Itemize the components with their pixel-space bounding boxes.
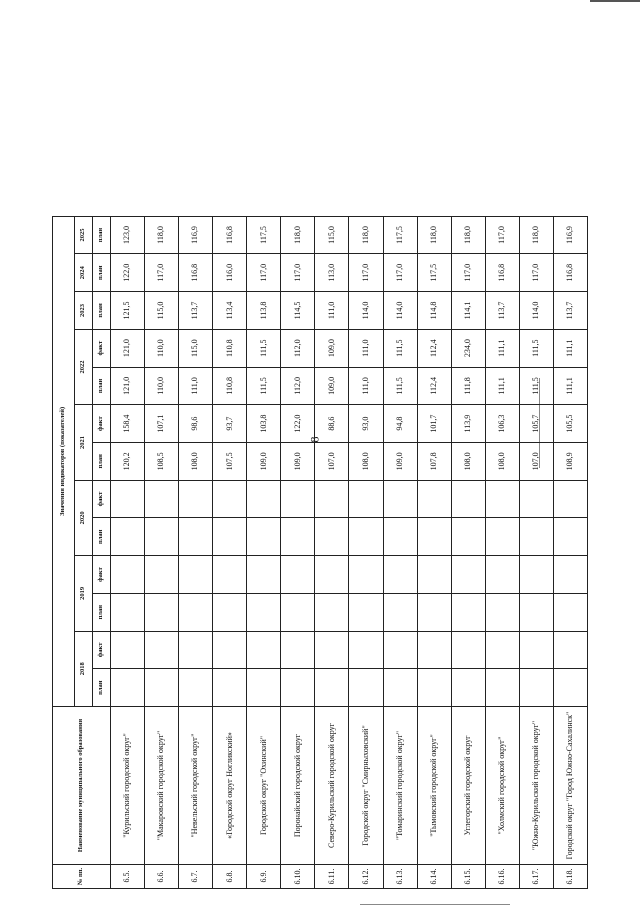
empty-cell xyxy=(179,480,213,518)
empty-cell xyxy=(485,631,519,669)
empty-cell xyxy=(553,518,587,556)
row-number: 6.16. xyxy=(485,865,519,889)
empty-cell xyxy=(281,669,315,707)
row-number: 6.8. xyxy=(213,865,247,889)
value-2022-plan: 111,8 xyxy=(451,367,485,405)
table-row xyxy=(417,28,451,889)
value-2023-plan: 113,4 xyxy=(213,292,247,330)
empty-cell xyxy=(485,669,519,707)
value-2024-plan: 116,8 xyxy=(179,254,213,292)
empty-cell xyxy=(417,518,451,556)
value-2025-plan: 117,5 xyxy=(383,216,417,254)
empty-cell xyxy=(349,593,383,631)
header-plan: план xyxy=(93,367,111,405)
value-2021-fact: 93,0 xyxy=(349,405,383,443)
empty-cell xyxy=(519,593,553,631)
edge-mark-bottom xyxy=(360,904,510,905)
value-2021-plan: 107,8 xyxy=(417,442,451,480)
value-2025-plan: 118,0 xyxy=(519,216,553,254)
value-2022-fact: 112,0 xyxy=(281,329,315,367)
table-row xyxy=(315,28,349,889)
header-year: 2023 xyxy=(75,292,93,330)
empty-cell xyxy=(315,669,349,707)
header-year: 2018 xyxy=(75,631,93,706)
value-2023-plan: 114,1 xyxy=(451,292,485,330)
empty-cell xyxy=(281,480,315,518)
value-2025-plan: 116,8 xyxy=(213,216,247,254)
indicator-table xyxy=(52,27,588,889)
value-2024-plan: 117,0 xyxy=(451,254,485,292)
value-2022-fact: 111,0 xyxy=(349,329,383,367)
empty-cell xyxy=(315,480,349,518)
value-2021-plan: 108,9 xyxy=(553,442,587,480)
row-number: 6.6. xyxy=(145,865,179,889)
value-2021-fact: 113,9 xyxy=(451,405,485,443)
empty-cell xyxy=(213,480,247,518)
value-2022-fact: 110,8 xyxy=(213,329,247,367)
value-2025-plan: 118,0 xyxy=(451,216,485,254)
empty-cell xyxy=(349,480,383,518)
table-row xyxy=(553,28,587,889)
page-number: 8 xyxy=(307,436,322,443)
empty-cell xyxy=(383,556,417,594)
value-2021-fact: 105,7 xyxy=(519,405,553,443)
empty-cell xyxy=(553,556,587,594)
empty-cell xyxy=(451,518,485,556)
value-2022-plan: 109,0 xyxy=(315,367,349,405)
empty-cell xyxy=(111,480,145,518)
value-2024-plan: 117,5 xyxy=(417,254,451,292)
header-row-1 xyxy=(53,28,75,889)
empty-cell xyxy=(111,518,145,556)
value-2024-plan: 117,0 xyxy=(383,254,417,292)
value-2024-plan: 117,0 xyxy=(247,254,281,292)
row-number: 6.13. xyxy=(383,865,417,889)
empty-cell xyxy=(145,631,179,669)
value-2021-fact: 98,6 xyxy=(179,405,213,443)
value-2021-fact: 158,4 xyxy=(111,405,145,443)
empty-cell xyxy=(281,631,315,669)
value-2023-plan: 111,0 xyxy=(315,292,349,330)
empty-cell xyxy=(519,480,553,518)
value-2023-plan: 121,5 xyxy=(111,292,145,330)
table-row xyxy=(519,28,553,889)
row-number: 6.5. xyxy=(111,865,145,889)
empty-cell xyxy=(247,556,281,594)
empty-cell xyxy=(145,593,179,631)
empty-cell xyxy=(485,480,519,518)
empty-cell xyxy=(451,556,485,594)
table-row xyxy=(247,28,281,889)
value-2021-plan: 107,0 xyxy=(315,442,349,480)
value-2025-plan: 123,0 xyxy=(111,216,145,254)
value-2023-plan: 113,7 xyxy=(553,292,587,330)
value-2023-plan: 114,0 xyxy=(349,292,383,330)
empty-cell xyxy=(519,669,553,707)
value-2021-plan: 120,2 xyxy=(111,442,145,480)
value-2021-plan: 109,0 xyxy=(281,442,315,480)
empty-cell xyxy=(383,480,417,518)
empty-cell xyxy=(179,631,213,669)
value-2021-plan: 108,5 xyxy=(145,442,179,480)
value-2024-plan: 117,0 xyxy=(349,254,383,292)
row-number: 6.12. xyxy=(349,865,383,889)
empty-cell xyxy=(213,556,247,594)
row-number: 6.18. xyxy=(553,865,587,889)
empty-cell xyxy=(519,518,553,556)
value-2022-plan: 111,5 xyxy=(383,367,417,405)
value-2022-fact: 111,5 xyxy=(383,329,417,367)
value-2024-plan: 113,0 xyxy=(315,254,349,292)
empty-cell xyxy=(145,480,179,518)
value-2022-plan: 110,8 xyxy=(213,367,247,405)
row-number: 6.14. xyxy=(417,865,451,889)
value-2024-plan: 116,0 xyxy=(213,254,247,292)
value-2025-plan: 118,0 xyxy=(145,216,179,254)
empty-cell xyxy=(553,631,587,669)
value-2021-plan: 107,0 xyxy=(519,442,553,480)
header-plan: план xyxy=(93,518,111,556)
value-2022-fact: 112,4 xyxy=(417,329,451,367)
municipality-name: "Макаровский городской округ" xyxy=(145,707,179,865)
row-number: 6.17. xyxy=(519,865,553,889)
value-2021-plan: 108,0 xyxy=(485,442,519,480)
row-number: 6.9. xyxy=(247,865,281,889)
value-2022-plan: 111,5 xyxy=(247,367,281,405)
value-2025-plan: 117,0 xyxy=(485,216,519,254)
table-row xyxy=(349,28,383,889)
value-2022-plan: 112,0 xyxy=(281,367,315,405)
empty-cell xyxy=(485,556,519,594)
table-row xyxy=(111,28,145,889)
empty-cell xyxy=(383,669,417,707)
value-2025-plan: 118,0 xyxy=(417,216,451,254)
value-2023-plan: 114,0 xyxy=(383,292,417,330)
table-row xyxy=(451,28,485,889)
municipality-name: "Невельский городской округ" xyxy=(179,707,213,865)
rotated-table-container xyxy=(52,27,588,889)
empty-cell xyxy=(111,593,145,631)
empty-cell xyxy=(383,518,417,556)
empty-cell xyxy=(383,631,417,669)
empty-cell xyxy=(179,518,213,556)
table-body xyxy=(111,28,588,889)
header-year: 2019 xyxy=(75,556,93,631)
value-2022-plan: 111,0 xyxy=(179,367,213,405)
value-2024-plan: 117,0 xyxy=(281,254,315,292)
value-2022-fact: 110,0 xyxy=(145,329,179,367)
empty-cell xyxy=(145,669,179,707)
value-2023-plan: 113,8 xyxy=(247,292,281,330)
municipality-name: Углегорский городской округ xyxy=(451,707,485,865)
value-2024-plan: 117,0 xyxy=(519,254,553,292)
empty-cell xyxy=(111,556,145,594)
empty-cell xyxy=(315,593,349,631)
empty-cell xyxy=(145,556,179,594)
empty-cell xyxy=(247,593,281,631)
value-2023-plan: 114,8 xyxy=(417,292,451,330)
municipality-name: Городской округ "Город Южно-Сахалинск" xyxy=(553,707,587,865)
table-row xyxy=(485,28,519,889)
value-2022-plan: 110,0 xyxy=(145,367,179,405)
empty-cell xyxy=(315,631,349,669)
empty-cell xyxy=(349,556,383,594)
empty-cell xyxy=(281,593,315,631)
empty-cell xyxy=(247,631,281,669)
municipality-name: «Городской округ Ногликский» xyxy=(213,707,247,865)
value-2021-plan: 108,0 xyxy=(179,442,213,480)
table-row xyxy=(145,28,179,889)
empty-cell xyxy=(451,631,485,669)
value-2024-plan: 116,8 xyxy=(553,254,587,292)
value-2022-fact: 111,1 xyxy=(553,329,587,367)
row-number: 6.7. xyxy=(179,865,213,889)
value-2021-plan: 107,5 xyxy=(213,442,247,480)
value-2021-fact: 105,5 xyxy=(553,405,587,443)
municipality-name: Городской округ "Смирныховский" xyxy=(349,707,383,865)
empty-cell xyxy=(417,669,451,707)
value-2024-plan: 122,0 xyxy=(111,254,145,292)
empty-cell xyxy=(519,631,553,669)
empty-cell xyxy=(179,669,213,707)
empty-cell xyxy=(111,631,145,669)
value-2021-fact: 93,7 xyxy=(213,405,247,443)
header-no: № пп. xyxy=(53,865,111,889)
value-2021-fact: 106,3 xyxy=(485,405,519,443)
empty-cell xyxy=(281,518,315,556)
header-fact: факт xyxy=(93,405,111,443)
row-number: 6.11. xyxy=(315,865,349,889)
value-2024-plan: 117,0 xyxy=(145,254,179,292)
value-2022-plan: 111,0 xyxy=(349,367,383,405)
header-plan: план xyxy=(93,292,111,330)
empty-cell xyxy=(315,518,349,556)
empty-cell xyxy=(213,518,247,556)
value-2021-plan: 108,0 xyxy=(349,442,383,480)
empty-cell xyxy=(213,631,247,669)
value-2025-plan: 116,9 xyxy=(179,216,213,254)
header-plan: план xyxy=(93,254,111,292)
municipality-name: Поронайский городской округ xyxy=(281,707,315,865)
value-2021-fact: 122,0 xyxy=(281,405,315,443)
table-row xyxy=(213,28,247,889)
empty-cell xyxy=(417,480,451,518)
header-fact: факт xyxy=(93,556,111,594)
value-2022-fact: 109,0 xyxy=(315,329,349,367)
value-2025-plan: 115,0 xyxy=(315,216,349,254)
municipality-name: "Южно-Курильский городской округ" xyxy=(519,707,553,865)
empty-cell xyxy=(553,669,587,707)
empty-cell xyxy=(349,669,383,707)
empty-cell xyxy=(485,518,519,556)
value-2023-plan: 113,7 xyxy=(485,292,519,330)
header-fact: факт xyxy=(93,329,111,367)
header-plan: план xyxy=(93,593,111,631)
value-2022-fact: 234,0 xyxy=(451,329,485,367)
municipality-name: "Курильский городской округ" xyxy=(111,707,145,865)
header-year: 2021 xyxy=(75,405,93,480)
row-number: 6.15. xyxy=(451,865,485,889)
header-plan: план xyxy=(93,669,111,707)
value-2024-plan: 116,8 xyxy=(485,254,519,292)
municipality-name: Городской округ "Охинский" xyxy=(247,707,281,865)
empty-cell xyxy=(417,556,451,594)
empty-cell xyxy=(553,480,587,518)
header-year: 2024 xyxy=(75,254,93,292)
value-2022-plan: 112,4 xyxy=(417,367,451,405)
empty-cell xyxy=(349,518,383,556)
value-2022-fact: 111,1 xyxy=(485,329,519,367)
row-number: 6.10. xyxy=(281,865,315,889)
value-2021-fact: 101,7 xyxy=(417,405,451,443)
empty-cell xyxy=(213,669,247,707)
table-row xyxy=(383,28,417,889)
header-plan: план xyxy=(93,216,111,254)
value-2023-plan: 114,0 xyxy=(519,292,553,330)
value-2022-fact: 115,0 xyxy=(179,329,213,367)
empty-cell xyxy=(553,593,587,631)
value-2021-fact: 107,1 xyxy=(145,405,179,443)
empty-cell xyxy=(417,631,451,669)
empty-cell xyxy=(179,556,213,594)
header-group-title: Значения индикаторов (показателей) xyxy=(53,216,75,706)
header-fact: факт xyxy=(93,480,111,518)
empty-cell xyxy=(247,480,281,518)
header-year: 2025 xyxy=(75,216,93,254)
empty-cell xyxy=(451,480,485,518)
value-2025-plan: 118,0 xyxy=(349,216,383,254)
header-fact: факт xyxy=(93,631,111,669)
header-year: 2022 xyxy=(75,329,93,404)
value-2021-plan: 109,0 xyxy=(247,442,281,480)
value-2022-fact: 121,0 xyxy=(111,329,145,367)
value-2023-plan: 115,0 xyxy=(145,292,179,330)
value-2021-plan: 108,0 xyxy=(451,442,485,480)
empty-cell xyxy=(179,593,213,631)
value-2022-plan: 121,0 xyxy=(111,367,145,405)
value-2023-plan: 114,5 xyxy=(281,292,315,330)
value-2022-plan: 111,5 xyxy=(519,367,553,405)
municipality-name: Северо-Курильский городской округ xyxy=(315,707,349,865)
value-2022-fact: 111,5 xyxy=(247,329,281,367)
municipality-name: "Холмский городской округ" xyxy=(485,707,519,865)
table-row xyxy=(281,28,315,889)
municipality-name: "Тымовский городской округ" xyxy=(417,707,451,865)
empty-cell xyxy=(485,593,519,631)
municipality-name: "Томаринский городской округ" xyxy=(383,707,417,865)
empty-cell xyxy=(451,593,485,631)
empty-cell xyxy=(315,556,349,594)
empty-cell xyxy=(213,593,247,631)
header-year: 2020 xyxy=(75,480,93,555)
empty-cell xyxy=(247,518,281,556)
table-row xyxy=(179,28,213,889)
edge-mark-top xyxy=(590,0,640,2)
empty-cell xyxy=(383,593,417,631)
value-2021-fact: 88,6 xyxy=(315,405,349,443)
value-2022-fact: 111,5 xyxy=(519,329,553,367)
empty-cell xyxy=(111,669,145,707)
empty-cell xyxy=(519,556,553,594)
header-name: Наименование муниципального образования xyxy=(53,707,111,865)
value-2025-plan: 118,0 xyxy=(281,216,315,254)
empty-cell xyxy=(281,556,315,594)
value-2021-plan: 109,0 xyxy=(383,442,417,480)
value-2023-plan: 113,7 xyxy=(179,292,213,330)
value-2022-plan: 111,1 xyxy=(553,367,587,405)
empty-cell xyxy=(451,669,485,707)
value-2021-fact: 94,8 xyxy=(383,405,417,443)
value-2025-plan: 116,9 xyxy=(553,216,587,254)
value-2021-fact: 103,8 xyxy=(247,405,281,443)
value-2025-plan: 117,5 xyxy=(247,216,281,254)
empty-cell xyxy=(349,631,383,669)
empty-cell xyxy=(247,669,281,707)
empty-cell xyxy=(417,593,451,631)
value-2022-plan: 111,1 xyxy=(485,367,519,405)
empty-cell xyxy=(145,518,179,556)
header-plan: план xyxy=(93,442,111,480)
